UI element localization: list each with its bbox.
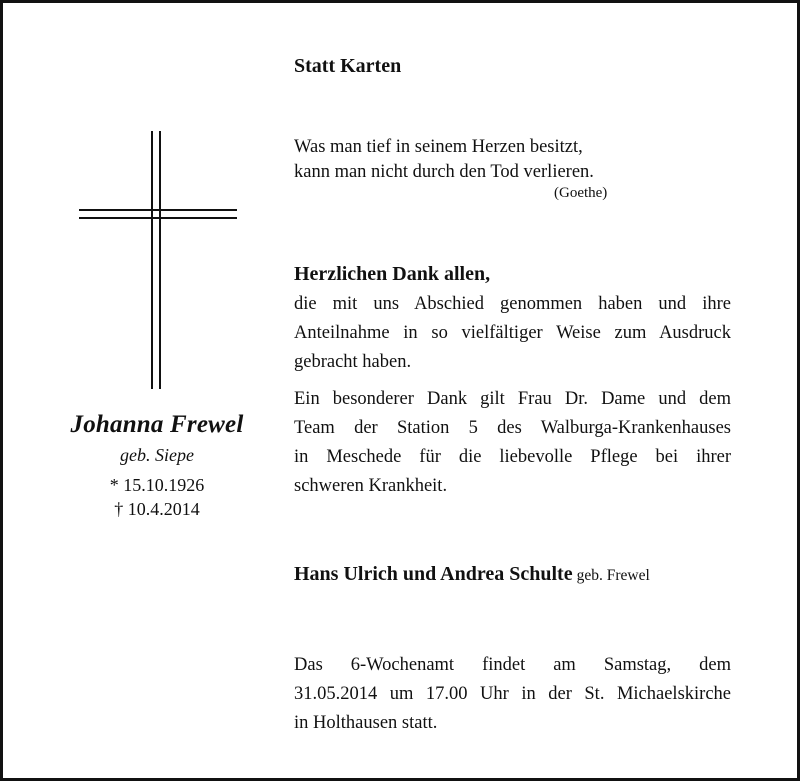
birth-date: * 15.10.1926 xyxy=(109,475,205,495)
deceased-maiden-name: geb. Siepe xyxy=(120,445,194,465)
text-line: gebracht haben. xyxy=(294,352,412,372)
quote xyxy=(294,135,594,185)
cross-icon xyxy=(79,131,237,389)
death-date: † 10.4.2014 xyxy=(114,499,200,519)
text-line: 31.05.2014 um 17.00 Uhr in der St. Michaelskirche xyxy=(294,684,731,704)
text-line: in Holthausen statt. xyxy=(294,713,438,733)
service-announcement xyxy=(294,651,731,738)
text-line: die mit uns Abschied genommen haben und ihre xyxy=(294,294,731,314)
thanks-paragraph-2 xyxy=(294,385,731,501)
family-names: Hans Ulrich und Andrea Schulte xyxy=(294,563,573,585)
quote-line: Was man tief in seinem Herzen besitzt, xyxy=(294,137,583,157)
text-line: Team der Station 5 des Walburga-Krankenhauses xyxy=(294,418,731,438)
quote-author: (Goethe) xyxy=(554,185,608,201)
deceased-name: Johanna Frewel xyxy=(70,411,244,438)
family-maiden-name: geb. Frewel xyxy=(576,567,650,584)
family-signature xyxy=(294,563,650,586)
notice-heading: Statt Karten xyxy=(294,55,402,77)
thanks-title: Herzlichen Dank allen, xyxy=(294,263,491,285)
quote-line: kann man nicht durch den Tod verlieren. xyxy=(294,162,594,182)
text-line: Das 6-Wochenamt findet am Samstag, dem xyxy=(294,655,731,675)
text-line: Ein besonderer Dank gilt Frau Dr. Dame und dem xyxy=(294,389,731,409)
text-line: in Meschede für die liebevolle Pflege bei ihrer xyxy=(294,447,731,467)
thanks-paragraph-1 xyxy=(294,290,731,377)
text-line: Anteilnahme in so vielfältiger Weise zum Ausdruck xyxy=(294,323,731,343)
text-line: schweren Krankheit. xyxy=(294,476,448,496)
